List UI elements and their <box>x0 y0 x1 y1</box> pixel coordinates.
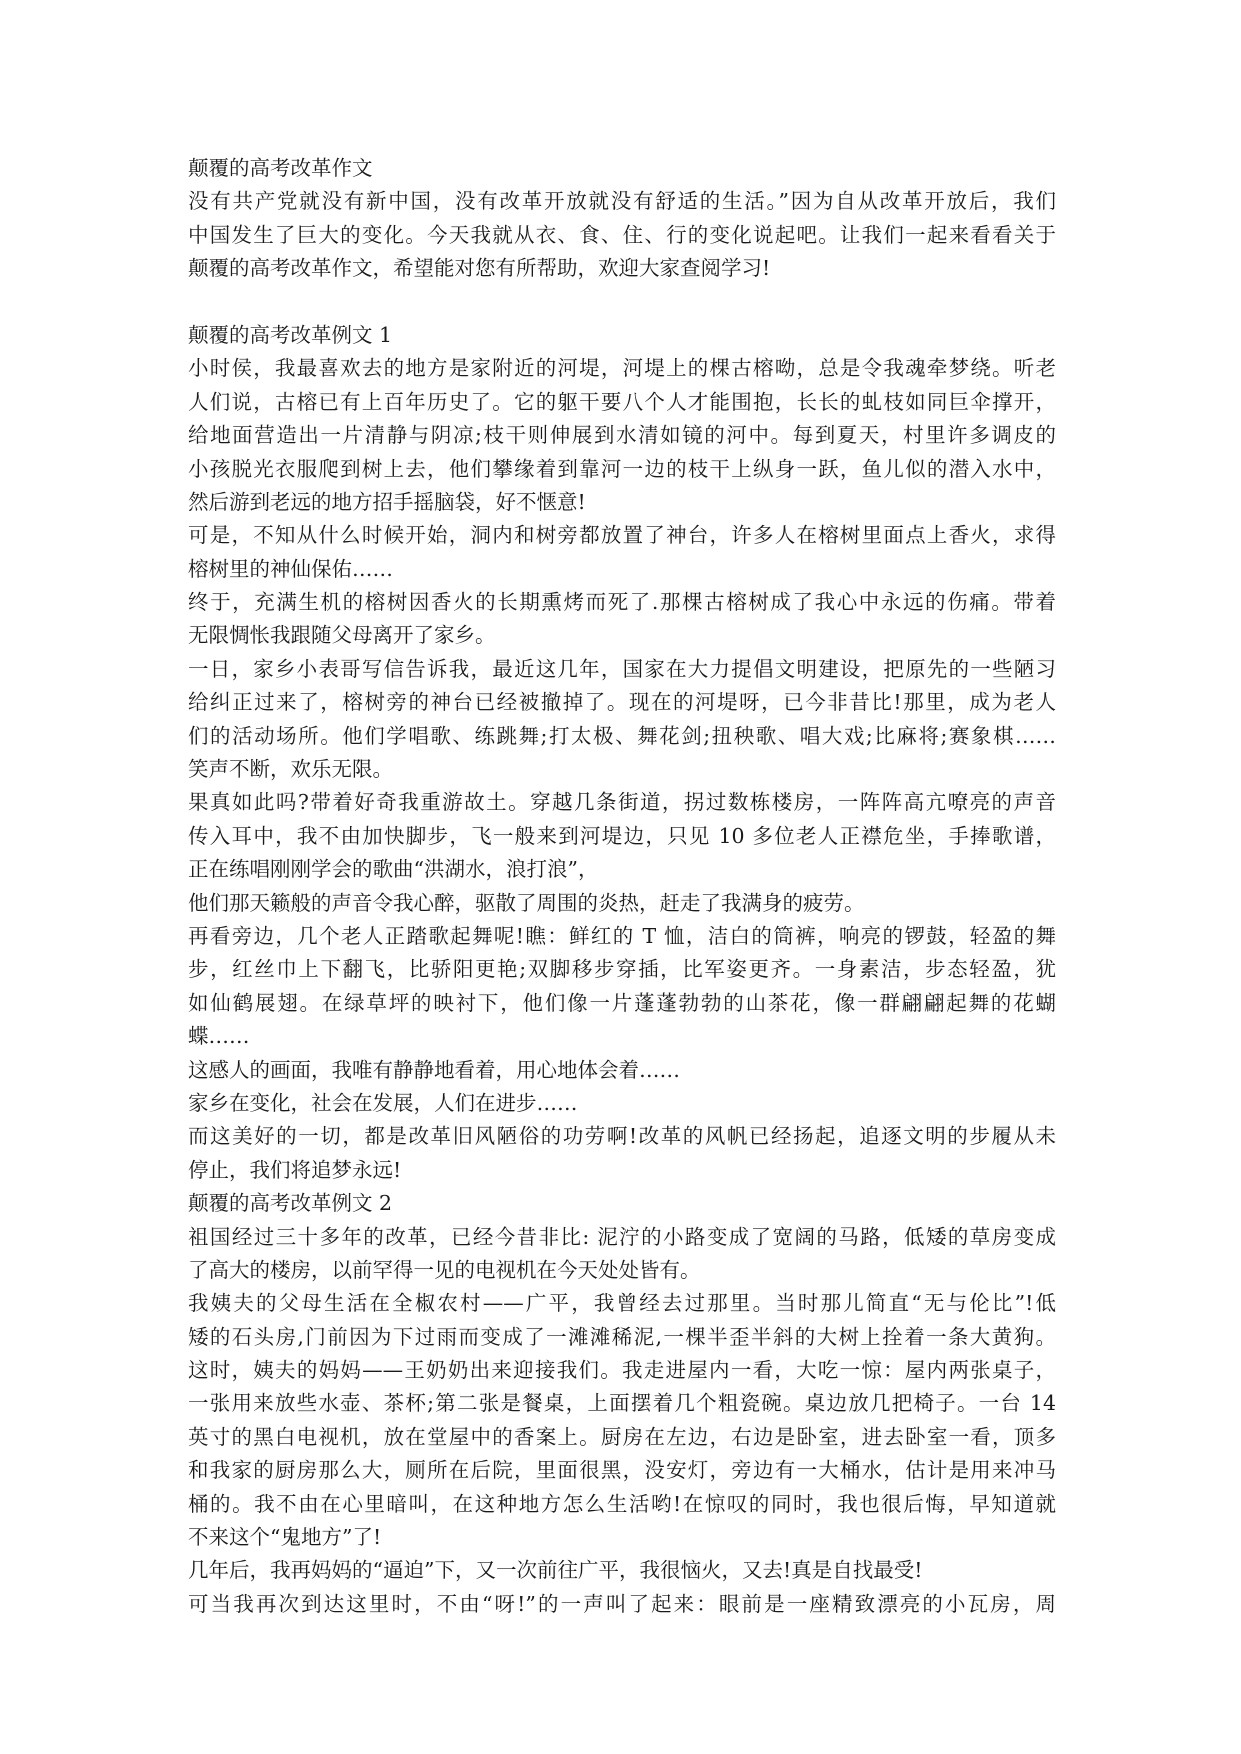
text-line: 和我家的厨房那么大，厕所在后院，里面很黑，没安灯，旁边有一大桶水，估计是用来冲马 <box>188 1458 1056 1483</box>
text-line: 几年后，我再妈妈的“逼迫”下，又一次前往广平，我很恼火，又去!真是自找最受! <box>188 1558 923 1583</box>
text-line: 小孩脱光衣服爬到树上去，他们攀缘着到靠河一边的枝干上纵身一跃，鱼儿似的潜入水中， <box>188 456 1056 481</box>
text-line: 而这美好的一切，都是改革旧风陋俗的功劳啊!改革的风帆已经扬起，追逐文明的步履从未 <box>188 1124 1056 1149</box>
text-line: 祖国经过三十多年的改革，已经今昔非比: 泥泞的小路变成了宽阔的马路，低矮的草房变成 <box>188 1224 1056 1249</box>
text-line: 了高大的楼房，以前罕得一见的电视机在今天处处皆有。 <box>188 1257 701 1282</box>
intro-paragraph <box>188 185 1056 285</box>
text-line: 小时侯，我最喜欢去的地方是家附近的河堤，河堤上的棵古榕呦，总是令我魂牵梦绕。听老 <box>188 356 1056 381</box>
text-line: 然后游到老远的地方招手摇脑袋，好不惬意! <box>188 489 586 514</box>
example-1-heading: 颠覆的高考改革例文 1 <box>188 322 393 347</box>
text-line: 终于，充满生机的榕树因香火的长期熏烤而死了.那棵古榕树成了我心中永远的伤痛。带着 <box>188 590 1056 615</box>
text-line: 颠覆的高考改革作文，希望能对您有所帮助，欢迎大家查阅学习! <box>188 256 771 281</box>
text-line: 家乡在变化，社会在发展，人们在进步…… <box>188 1090 578 1115</box>
blank-line <box>188 286 1056 319</box>
document-body <box>188 152 1056 1621</box>
text-line: 我姨夫的父母生活在全椒农村——广平，我曾经去过那里。当时那儿简直“无与伦比”!低 <box>188 1291 1056 1316</box>
text-line: 他们那天籁般的声音令我心醉，驱散了周围的炎热，赶走了我满身的疲劳。 <box>188 890 865 915</box>
example-2-section <box>188 1187 1056 1621</box>
text-line: 不来这个“鬼地方”了! <box>188 1525 382 1550</box>
example-2-heading: 颠覆的高考改革例文 2 <box>188 1191 393 1216</box>
text-line: 果真如此吗?带着好奇我重游故土。穿越几条街道，拐过数栋楼房，一阵阵高亢嘹亮的声音 <box>188 790 1056 815</box>
text-line: 笑声不断，欢乐无限。 <box>188 757 393 782</box>
text-line: 蝶…… <box>188 1024 250 1049</box>
text-line: 中国发生了巨大的变化。今天我就从衣、食、住、行的变化说起吧。让我们一起来看看关于 <box>188 222 1056 247</box>
text-line: 没有共产党就没有新中国，没有改革开放就没有舒适的生活。”因为自从改革开放后，我们 <box>188 189 1056 214</box>
text-line: 一张用来放些水壶、茶杯;第二张是餐桌，上面摆着几个粗瓷碗。桌边放几把椅子。一台 14 <box>188 1391 1056 1416</box>
text-line: 可是，不知从什么时候开始，洞内和树旁都放置了神台，许多人在榕树里面点上香火，求得 <box>188 523 1056 548</box>
text-line: 英寸的黑白电视机，放在堂屋中的香案上。厨房在左边，右边是卧室，进去卧室一看，顶多 <box>188 1424 1056 1449</box>
text-line: 人们说，古榕已有上百年历史了。它的躯干要八个人才能围抱，长长的虬枝如同巨伞撑开， <box>188 389 1056 414</box>
text-line: 正在练唱刚刚学会的歌曲“洪湖水，浪打浪”， <box>188 857 599 882</box>
text-line: 这感人的画面，我唯有静静地看着，用心地体会着…… <box>188 1057 680 1082</box>
text-line: 可当我再次到达这里时，不由“呀!”的一声叫了起来：眼前是一座精致漂亮的小瓦房，周 <box>188 1591 1056 1616</box>
text-line: 一日，家乡小表哥写信告诉我，最近这几年，国家在大力提倡文明建设，把原先的一些陋习 <box>188 656 1056 681</box>
text-line: 无限惆怅我跟随父母离开了家乡。 <box>188 623 496 648</box>
text-line: 停止，我们将追梦永远! <box>188 1157 402 1182</box>
text-line: 桶的。我不由在心里暗叫，在这种地方怎么生活哟!在惊叹的同时，我也很后悔，早知道就 <box>188 1491 1056 1516</box>
text-line: 这时，姨夫的妈妈——王奶奶出来迎接我们。我走进屋内一看，大吃一惊：屋内两张桌子， <box>188 1358 1056 1383</box>
example-1-section <box>188 319 1056 1187</box>
text-line: 矮的石头房,门前因为下过雨而变成了一滩滩稀泥,一棵半歪半斜的大树上拴着一条大黄狗。 <box>188 1324 1056 1349</box>
text-line: 如仙鹤展翅。在绿草坪的映衬下，他们像一片蓬蓬勃勃的山茶花，像一群翩翩起舞的花蝴 <box>188 990 1056 1015</box>
text-line: 步，红丝巾上下翻飞，比骄阳更艳;双脚移步穿插，比军姿更齐。一身素洁，步态轻盈，犹 <box>188 957 1056 982</box>
document-title: 颠覆的高考改革作文 <box>188 156 373 180</box>
text-line: 们的活动场所。他们学唱歌、练跳舞;打太极、舞花剑;扭秧歌、唱大戏;比麻将;赛象棋…… <box>188 723 1056 748</box>
text-line: 给地面营造出一片清静与阴凉;枝干则伸展到水清如镜的河中。每到夏天，村里许多调皮的 <box>188 423 1056 448</box>
text-line: 给纠正过来了，榕树旁的神台已经被撤掉了。现在的河堤呀，已今非昔比!那里，成为老人 <box>188 690 1056 715</box>
text-line: 传入耳中，我不由加快脚步，飞一般来到河堤边，只见 10 多位老人正襟危坐，手捧歌谱， <box>188 823 1056 848</box>
text-line: 再看旁边，几个老人正踏歌起舞呢!瞧：鲜红的 T 恤，洁白的筒裤，响亮的锣鼓，轻盈的舞 <box>188 923 1056 948</box>
text-line: 榕树里的神仙保佑…… <box>188 556 393 581</box>
